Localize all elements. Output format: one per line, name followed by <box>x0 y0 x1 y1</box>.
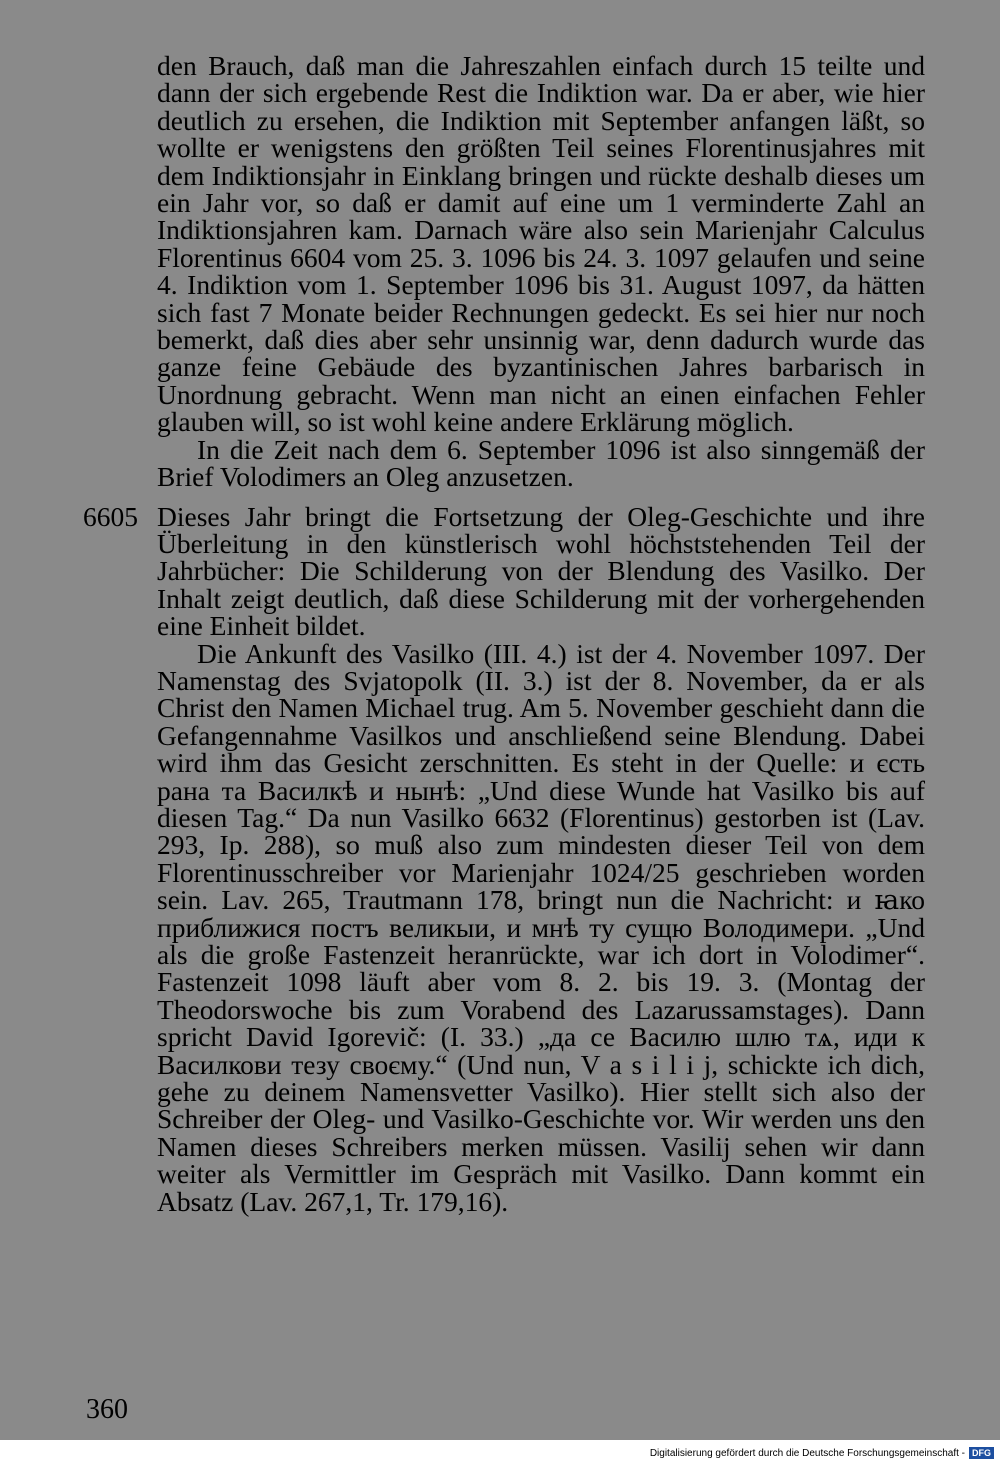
section-6605 <box>83 500 925 1217</box>
paragraph: den Brauch, daß man die Jahreszahlen einfach durch 15 teilte und dann der sich ergebende Rest die Indiktion war. Da er aber, wie hier deutlich zu ersehen, die Indiktion mit September anfangen läßt, so wollte er wenigstens den größten Teil seines Florentinusjahres mit dem Indiktionsjahr in Einklang bringen und rückte deshalb dieses um ein Jahr vor, so daß er damit auf eine um 1 verminderte Zahl an Indiktionsjahren kam. Darnach wäre also sein Marienjahr Calculus Florentinus 6604 vom 25. 3. 1096 bis 24. 3. 1097 gelaufen und seine 4. Indiktion vom 1. September 1096 bis 31. August 1097, da hätten sich fast 7 Monate beider Rechnungen gedeckt. Es sei hier nur noch bemerkt, daß dies aber sehr unsinnig war, denn dadurch wurde das ganze feine Gebäude des byzantinischen Jahres barbarisch in Unordnung gebracht. Wenn man nicht an einen einfachen Fehler glauben will, so ist wohl keine andere Erklärung möglich. <box>157 50 925 438</box>
dfg-logo: DFG <box>969 1447 994 1459</box>
footer-credit <box>650 1447 994 1459</box>
paragraph: Die Ankunft des Vasilko (III. 4.) ist der 4. November 1097. Der Namenstag des Svjatopolk (II. 3.) ist der 8. November, da er als Christ den Namen Michael trug. Am 5. November geschieht dann die Gefangennahme Vasilkos und anschließend seine Blendung. Dabei wird ihm das Gesicht zerschnitten. Es steht in der Quelle: и єсть рана та Василкѣ и нынѣ: „Und diese Wunde hat Vasilko bis auf diesen Tag.“ Da nun Vasilko 6632 (Florentinus) gestorben ist (Lav. 293, Ip. 288), so muß also zum mindesten dieser Teil von dem Florentinusschreiber vor Marienjahr 1024/25 geschrieben worden sein. Lav. 265, Trautmann 178, bringt nun die Nachricht: и ꙗко приближися постъ великыи, и мнѣ ту сущю Володимери. „Und als die große Fastenzeit heranrückte, war ich dort in Volodimer“. Fastenzeit 1098 läuft aber vom 8. 2. bis 19. 3. (Montag der Theodorswoche bis zum Vorabend des Lazarussamstages). Dann spricht David Igorevič: (I. 33.) „да се Василю шлю тѧ, иди к Василкови тезу своєму.“ (Und nun, V a s i l i j, schickte ich dich, gehe zu deinem Namensvetter Vasilko). Hier stellt sich also der Schreiber der Oleg- und Vasilko-Geschichte vor. Wir werden uns den Namen dieses Schreibers merken müssen. Vasilij sehen wir dann weiter als Vermittler im Gespräch mit Vasilko. Dann kommt ein Absatz (Lav. 267,1, Tr. 179,16). <box>157 637 925 1217</box>
year-marker: 6605 <box>83 500 138 532</box>
page-number: 360 <box>86 1394 128 1425</box>
paragraph: Dieses Jahr bringt die Fortsetzung der Oleg-Geschichte und ihre Überleitung in den künstlerisch wohl höchststehenden Teil der Jahrbücher: Die Schilderung von der Blendung des Vasilko. Der Inhalt zeigt deutlich, daß diese Schilderung mit der vorhergehenden eine Einheit bildet. <box>157 500 925 642</box>
paragraph: In die Zeit nach dem 6. September 1096 ist also sinngemäß der Brief Volodimers an Oleg anzusetzen. <box>157 433 925 493</box>
footer-text: Digitalisierung gefördert durch die Deutsche Forschungsgemeinschaft - <box>649 1447 965 1459</box>
main-text <box>83 50 925 1217</box>
